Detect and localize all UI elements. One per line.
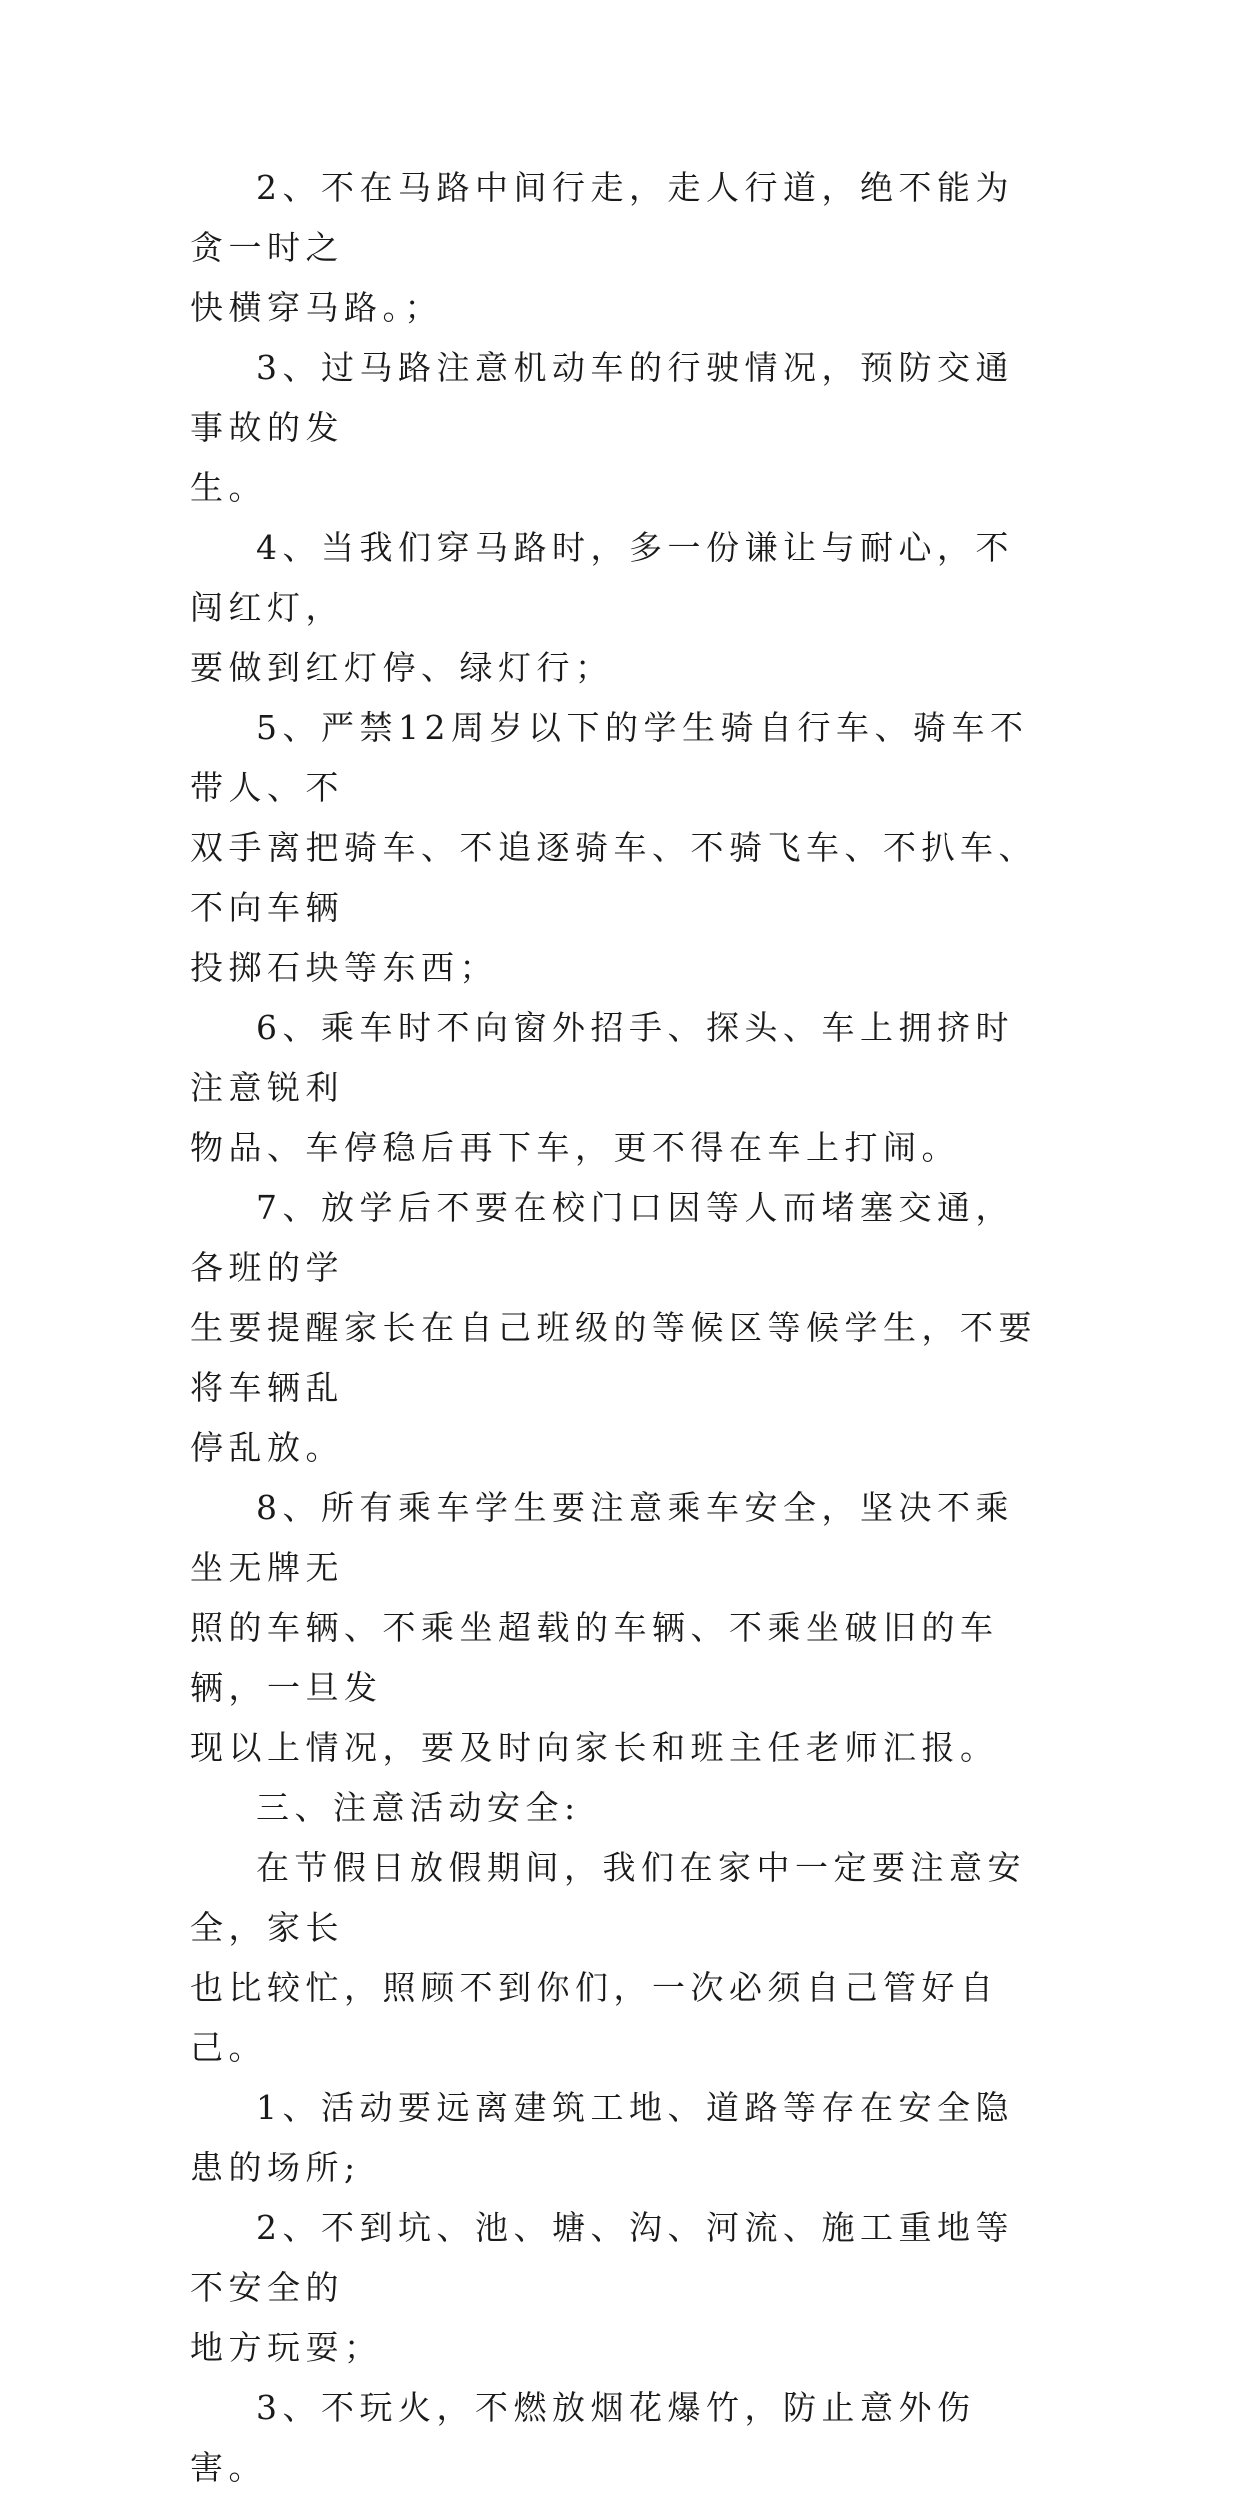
paragraph-item-3-fire-safety: 3、不玩火，不燃放烟花爆竹，防止意外伤害。 [190,2388,976,2487]
paragraph-item-8-vehicle-safety: 8、所有乘车学生要注意乘车安全，坚决不乘坐无牌无 照的车辆、不乘坐超载的车辆、不乘坐破旧的车辆，一旦发 现以上情况，要及时向家长和班主任老师汇报。 [190,1488,1014,1767]
paragraph-item-2-walk-sidewalk: 2、不在马路中间行走，走人行道，绝不能为贪一时之 快横穿马路。； [190,168,1014,327]
paragraph-item-7-school-gate: 7、放学后不要在校门口因等人而堵塞交通，各班的学 生要提醒家长在自己班级的等候区等候学生，不要将车辆乱 停乱放。 [190,1188,1037,1467]
paragraph-item-6-riding-vehicles: 6、乘车时不向窗外招手、探头、车上拥挤时注意锐利 物品、车停稳后再下车，更不得在车上打闹。 [190,1008,1014,1167]
document-body [190,158,1050,2498]
paragraph-item-5-bicycle-rules: 5、严禁12周岁以下的学生骑自行车、骑车不带人、不 双手离把骑车、不追逐骑车、不骑飞车、不扒车、不向车辆 投掷石块等东西； [190,708,1037,987]
paragraph-item-2-water-hazards: 2、不到坑、池、塘、沟、河流、施工重地等不安全的 地方玩耍； [190,2208,1014,2367]
paragraph-item-1-construction-sites: 1、活动要远离建筑工地、道路等存在安全隐患的场所; [190,2088,1014,2187]
paragraph-holiday-intro: 在节假日放假期间，我们在家中一定要注意安全，家长 也比较忙，照顾不到你们，一次必须自己管好自己。 [190,1848,1026,2067]
paragraph-item-4-traffic-lights: 4、当我们穿马路时，多一份谦让与耐心，不闯红灯， 要做到红灯停、绿灯行； [190,528,1014,687]
paragraph-item-3-watch-vehicles: 3、过马路注意机动车的行驶情况，预防交通事故的发 生。 [190,348,1014,507]
section-heading-activity-safety: 三、注意活动安全: [256,1788,581,1827]
